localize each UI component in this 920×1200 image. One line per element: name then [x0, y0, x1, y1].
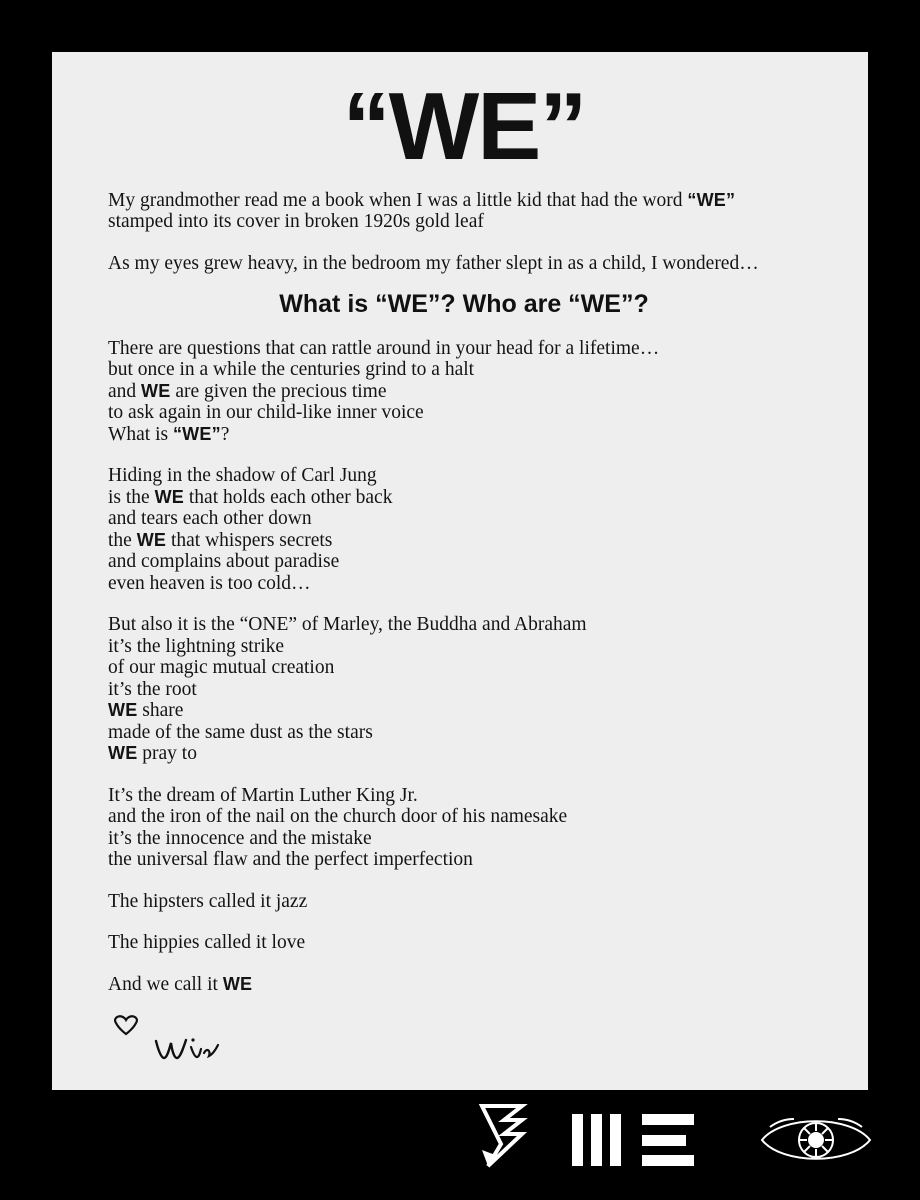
text-run: to ask again in our child-like inner voice: [108, 402, 424, 424]
text-run: the: [108, 529, 137, 551]
we-emphasis: WE: [141, 380, 171, 401]
poem-line: [108, 402, 820, 424]
text-run: is the: [108, 486, 155, 508]
text-run: The hippies called it love: [108, 932, 306, 954]
poem-line: [108, 573, 820, 595]
poem-line: [108, 785, 820, 807]
text-run: the universal flaw and the perfect imperfection: [108, 849, 473, 871]
intro-stanza: [108, 190, 820, 233]
poem-line: [108, 359, 820, 381]
poem-line: [108, 932, 820, 954]
poem-line: [108, 530, 820, 552]
poem-line: [108, 657, 820, 679]
text-run: that whispers secrets: [166, 529, 333, 551]
text-run: stamped into its cover in broken 1920s gold leaf: [108, 211, 484, 233]
poem-line: [108, 253, 820, 275]
text-run: pray to: [137, 743, 197, 765]
text-run: of our magic mutual creation: [108, 657, 335, 679]
one-stanza: [108, 614, 820, 765]
we-emphasis: WE: [136, 529, 167, 550]
poem-line: [108, 828, 820, 850]
poem-line: [108, 211, 820, 233]
we-emphasis: WE: [108, 700, 138, 721]
poem-line: [108, 614, 820, 636]
poem-line: [108, 722, 820, 744]
text-run: ?: [220, 423, 230, 445]
text-run: What is: [108, 423, 173, 445]
text-run: As my eyes grew heavy, in the bedroom my father slept in as a child, I wondered…: [108, 252, 759, 274]
we-emphasis: WE: [154, 486, 184, 507]
we-emphasis: “WE”: [172, 423, 221, 444]
poem-body: [108, 190, 820, 996]
poem-line: [108, 700, 820, 722]
we-emphasis: WE: [108, 743, 138, 764]
wondered-stanza: [108, 253, 820, 275]
footer-logos: [468, 1100, 876, 1180]
text-run: and the iron of the nail on the church door of his namesake: [108, 806, 568, 828]
poster-page: [52, 52, 868, 1090]
text-run: are given the precious time: [170, 380, 387, 402]
questions-stanza: [108, 338, 820, 446]
text-run: but once in a while the centuries grind to a halt: [108, 359, 475, 381]
signature-icon: [108, 1009, 288, 1071]
we-emphasis: “WE”: [687, 189, 736, 210]
poem-line: [108, 551, 820, 573]
footer-bar: [0, 1090, 920, 1200]
mlk-stanza: [108, 785, 820, 871]
text-run: even heaven is too cold…: [108, 572, 311, 594]
text-run: There are questions that can rattle around in your head for a lifetime…: [108, 337, 660, 359]
we-wordmark-logo-icon: [570, 1104, 720, 1176]
poem-line: [108, 424, 820, 446]
text-run: and tears each other down: [108, 508, 312, 530]
page-title: “WE”: [342, 73, 586, 180]
text-run: it’s the innocence and the mistake: [108, 827, 372, 849]
poem-line: [108, 743, 820, 765]
text-run: made of the same dust as the stars: [108, 721, 373, 743]
text-run: The hipsters called it jazz: [108, 890, 308, 912]
eye-logo-icon: [756, 1105, 876, 1175]
poem-line: [108, 636, 820, 658]
hipsters-stanza: [108, 891, 820, 913]
text-run: it’s the lightning strike: [108, 635, 285, 657]
poem-line: [108, 849, 820, 871]
text-run: and: [108, 380, 142, 402]
text-run: Hiding in the shadow of Carl Jung: [108, 465, 377, 487]
zigzag-arrow-logo-icon: [468, 1100, 534, 1180]
hippies-stanza: [108, 932, 820, 954]
text-run: But also it is the “ONE” of Marley, the Buddha and Abraham: [108, 614, 587, 636]
text-run: And we call it: [108, 973, 223, 995]
text-run: that holds each other back: [184, 486, 393, 508]
text-run: it’s the root: [108, 678, 197, 700]
text-run: and complains about paradise: [108, 551, 340, 573]
signature: [108, 1009, 820, 1071]
poem-line: [108, 190, 820, 212]
poem-line: [108, 465, 820, 487]
poem-line: [108, 381, 820, 403]
poem-line: [108, 806, 820, 828]
poem-line: [108, 487, 820, 509]
poem-line: [108, 974, 820, 996]
jung-stanza: [108, 465, 820, 594]
text-run: My grandmother read me a book when I was a little kid that had the word: [108, 189, 688, 211]
question-heading: What is “WE”? Who are “WE”?: [279, 290, 649, 319]
poem-line: [108, 338, 820, 360]
closing-stanza: [108, 974, 820, 996]
text-run: It’s the dream of Martin Luther King Jr.: [108, 784, 418, 806]
poem-line: [108, 891, 820, 913]
poem-line: [108, 679, 820, 701]
text-run: share: [137, 700, 184, 722]
poem-line: [108, 508, 820, 530]
we-emphasis: WE: [222, 973, 253, 994]
